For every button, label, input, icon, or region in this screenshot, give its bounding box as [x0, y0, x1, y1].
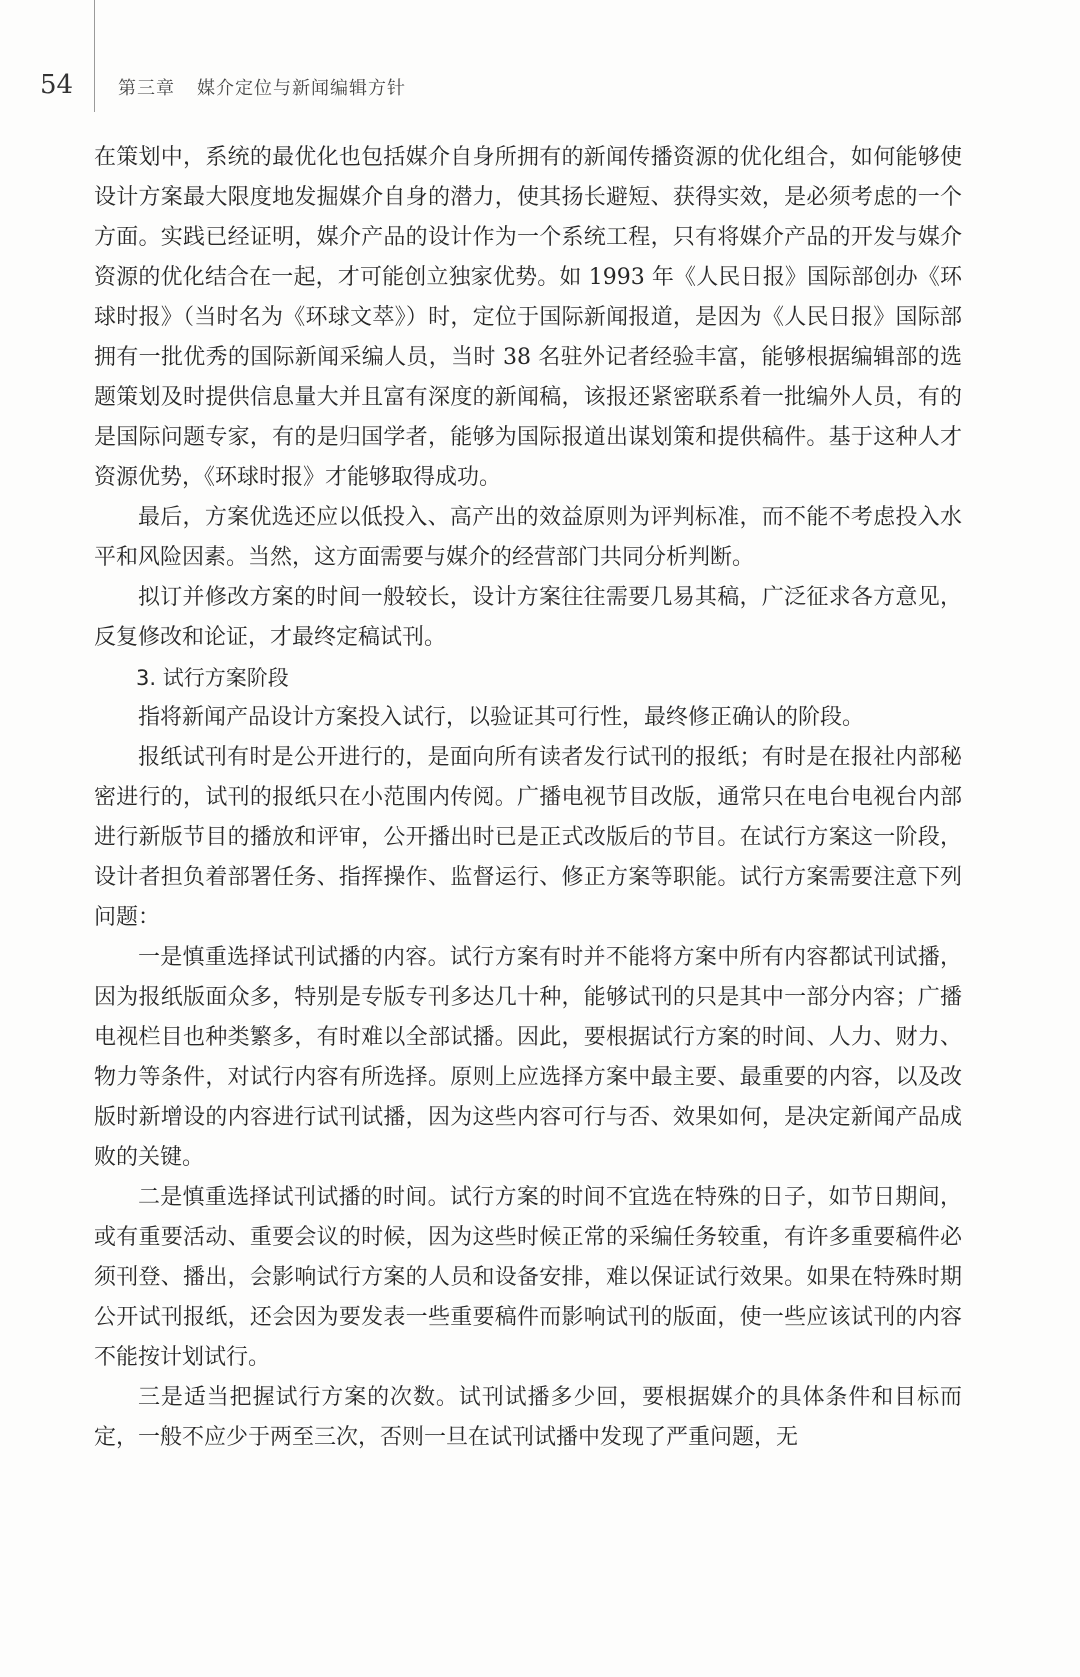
paragraph: 最后，方案优选还应以低投入、高产出的效益原则为评判标准，而不能不考虑投入水平和风险因素。当然，这方面需要与媒介的经营部门共同分析判断。	[94, 505, 962, 570]
paragraph: 一是慎重选择试刊试播的内容。试行方案有时并不能将方案中所有内容都试刊试播，因为报纸版面众多，特别是专版专刊多达几十种，能够试刊的只是其中一部分内容；广播电视栏目也种类繁多，有时难以全部试播。因此，要根据试行方案的时间、人力、财力、物力等条件，对试行内容有所选择。原则上应选择方案中最主要、最重要的内容，以及改版时新增设的内容进行试刊试播，因为这些内容可行与否、效果如何，是决定新闻产品成败的关键。	[94, 945, 962, 1170]
paragraph: 二是慎重选择试刊试播的时间。试行方案的时间不宜选在特殊的日子，如节日期间，或有重要活动、重要会议的时候，因为这些时候正常的采编任务较重，有许多重要稿件必须刊登、播出，会影响试行方案的人员和设备安排，难以保证试行效果。如果在特殊时期公开试刊报纸，还会因为要发表一些重要稿件而影响试刊的版面，使一些应该试刊的内容不能按计划试行。	[94, 1185, 962, 1370]
paragraph: 在策划中，系统的最优化也包括媒介自身所拥有的新闻传播资源的优化组合，如何能够使设计方案最大限度地发掘媒介自身的潜力，使其扬长避短、获得实效，是必须考虑的一个方面。实践已经证明，媒介产品的设计作为一个系统工程，只有将媒介产品的开发与媒介资源的优化结合在一起，才可能创立独家优势。如 1993 年《人民日报》国际部创办《环球时报》（当时名为《环球文萃》）时，定位于国际新闻报道，是因为《人民日报》国际部拥有一批优秀的国际新闻采编人员，当时 38 名驻外记者经验丰富，能够根据编辑部的选题策划及时提供信息量大并且富有深度的新闻稿，该报还紧密联系着一批编外人员，有的是国际问题专家，有的是归国学者，能够为国际报道出谋划策和提供稿件。基于这种人才资源优势，《环球时报》才能够取得成功。	[94, 145, 962, 490]
running-head	[118, 74, 406, 100]
body-text	[94, 138, 962, 1458]
chapter-title: 媒介定位与新闻编辑方针	[197, 78, 406, 99]
paragraph: 报纸试刊有时是公开进行的，是面向所有读者发行试刊的报纸；有时是在报社内部秘密进行的，试刊的报纸只在小范围内传阅。广播电视节目改版，通常只在电台电视台内部进行新版节目的播放和评审，公开播出时已是正式改版后的节目。在试行方案这一阶段，设计者担负着部署任务、指挥操作、监督运行、修正方案等职能。试行方案需要注意下列问题：	[94, 745, 962, 930]
paragraph: 指将新闻产品设计方案投入试行，以验证其可行性，最终修正确认的阶段。	[138, 705, 865, 730]
paragraph: 拟订并修改方案的时间一般较长，设计方案往往需要几易其稿，广泛征求各方意见，反复修改和论证，才最终定稿试刊。	[94, 585, 962, 650]
header-divider	[94, 0, 95, 112]
chapter-label: 第三章	[118, 78, 175, 99]
page-number: 54	[40, 70, 74, 100]
paragraph: 三是适当把握试行方案的次数。试刊试播多少回，要根据媒介的具体条件和目标而定，一般不应少于两至三次，否则一旦在试刊试播中发现了严重问题，无	[94, 1385, 962, 1450]
section-heading: 3. 试行方案阶段	[136, 666, 289, 690]
